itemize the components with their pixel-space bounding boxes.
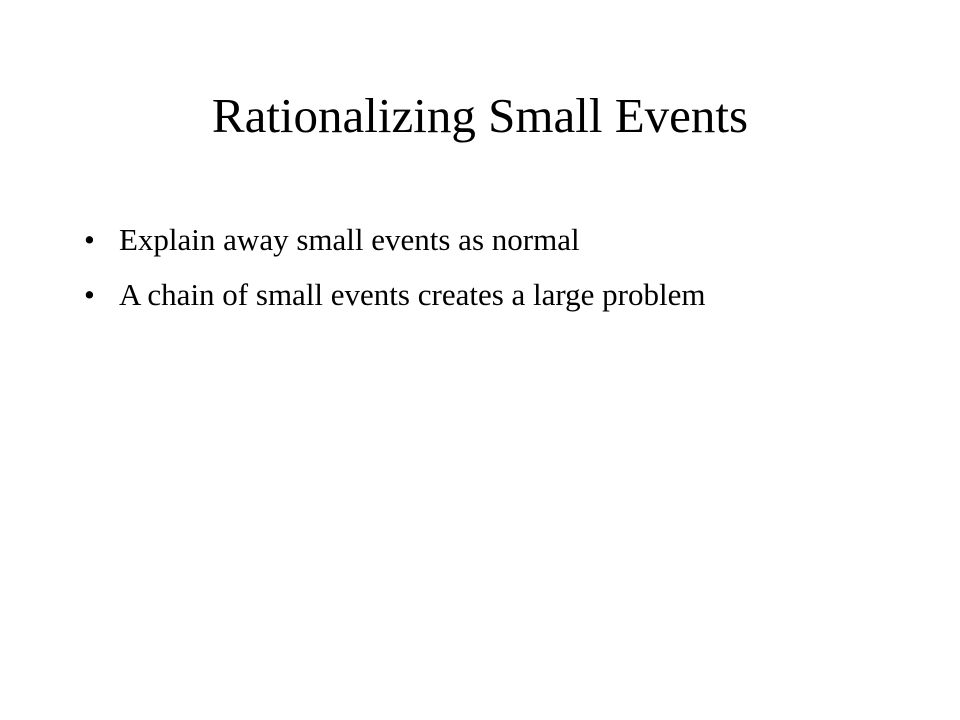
bullet-item xyxy=(84,277,844,313)
bullet-text: A chain of small events creates a large problem xyxy=(119,277,706,312)
bullet-item xyxy=(84,222,844,258)
bullet-text: Explain away small events as normal xyxy=(119,222,580,257)
bullet-point-icon: • xyxy=(84,222,95,257)
bullet-list xyxy=(84,222,844,332)
slide-title: Rationalizing Small Events xyxy=(211,88,749,143)
bullet-point-icon: • xyxy=(84,277,95,312)
